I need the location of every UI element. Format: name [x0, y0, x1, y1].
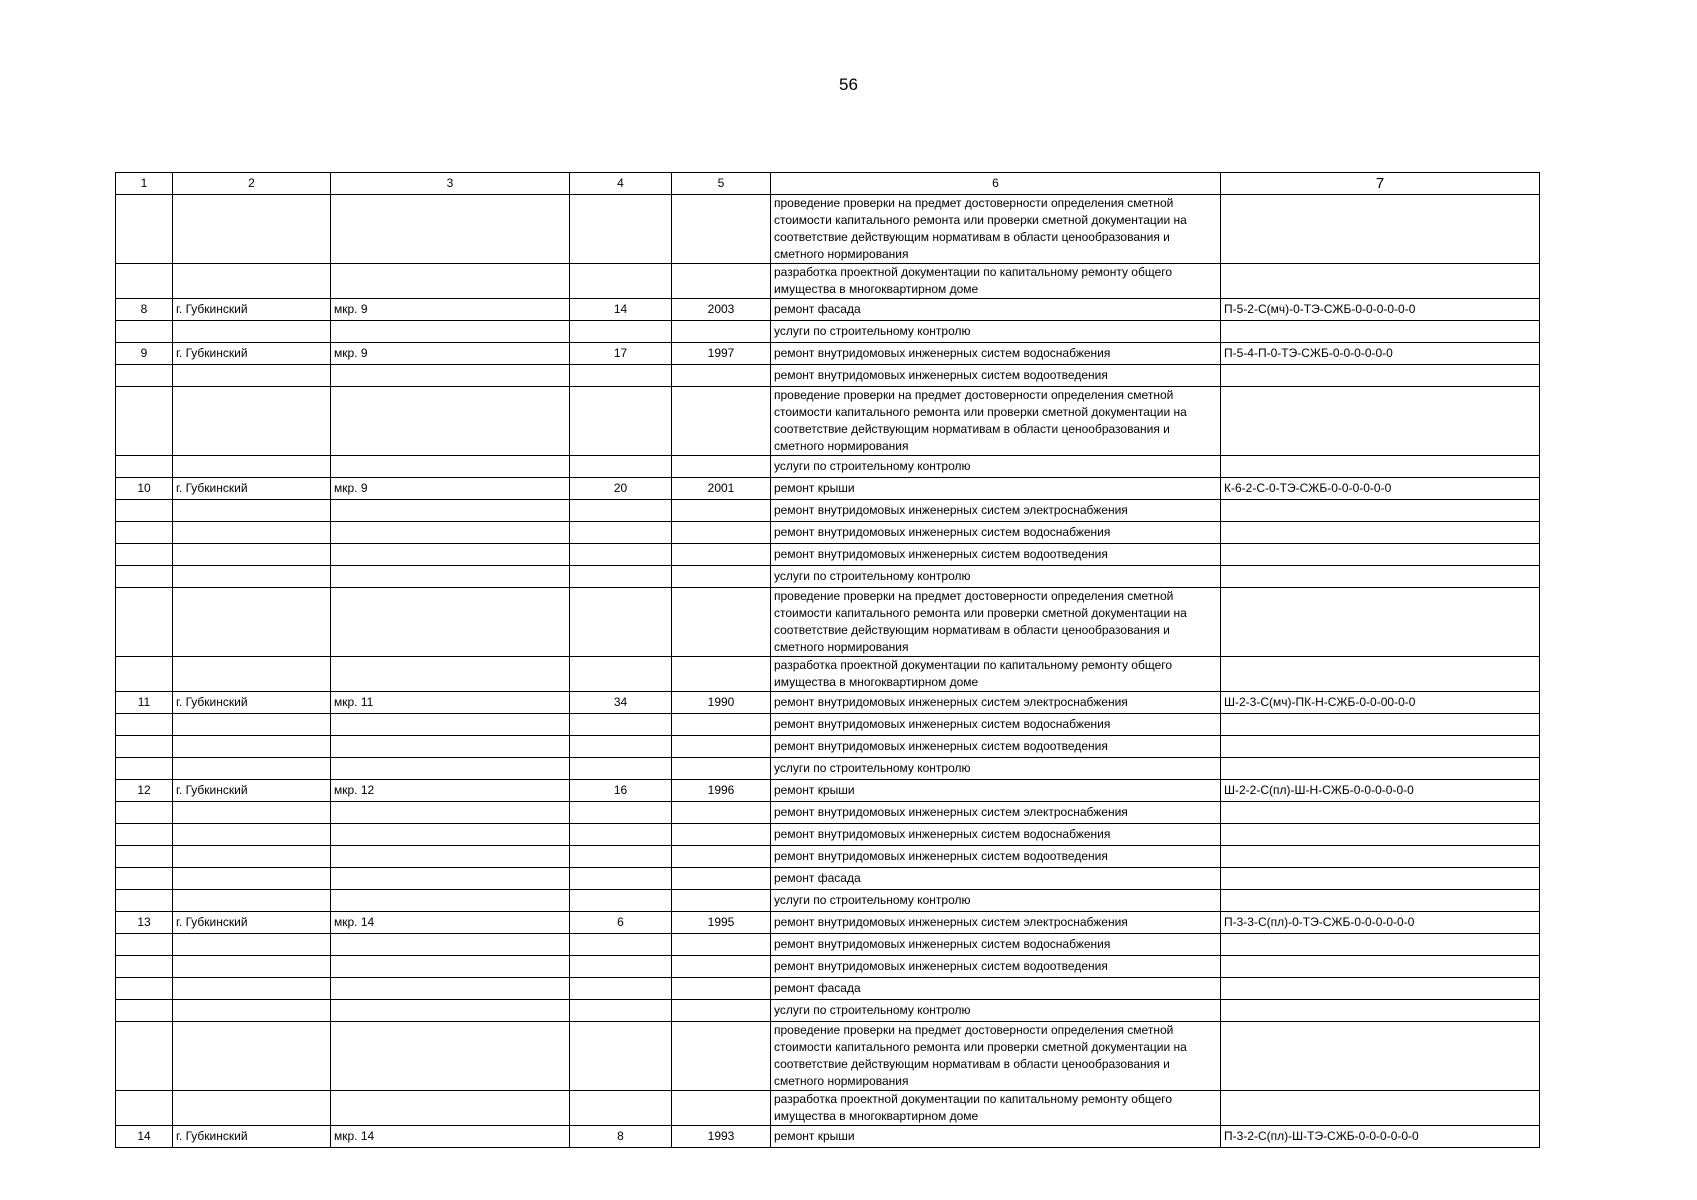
- cell-number: 10: [116, 478, 173, 500]
- cell-year: [672, 890, 771, 912]
- table-row: [116, 956, 1540, 978]
- cell-district: [331, 1000, 570, 1022]
- cell-work-type: ремонт внутридомовых инженерных систем водоснабжения: [771, 824, 1221, 846]
- cell-city: [173, 566, 331, 588]
- cell-number: [116, 321, 173, 343]
- cell-district: [331, 566, 570, 588]
- cell-code: П-3-3-С(пл)-0-ТЭ-СЖБ-0-0-0-0-0-0: [1221, 912, 1540, 934]
- cell-city: [173, 657, 331, 692]
- cell-year: [672, 264, 771, 299]
- cell-number: [116, 195, 173, 264]
- cell-number: [116, 522, 173, 544]
- cell-number: [116, 934, 173, 956]
- cell-code: [1221, 1022, 1540, 1091]
- cell-code: [1221, 868, 1540, 890]
- cell-work-type: ремонт фасада: [771, 868, 1221, 890]
- cell-house: [570, 824, 672, 846]
- cell-code: [1221, 736, 1540, 758]
- cell-number: 12: [116, 780, 173, 802]
- cell-work-type: ремонт внутридомовых инженерных систем водоотведения: [771, 365, 1221, 387]
- table-row: [116, 1000, 1540, 1022]
- cell-city: [173, 321, 331, 343]
- cell-district: [331, 588, 570, 657]
- table-row: [116, 478, 1540, 500]
- cell-district: мкр. 14: [331, 1126, 570, 1148]
- cell-city: [173, 824, 331, 846]
- cell-district: [331, 365, 570, 387]
- cell-year: [672, 736, 771, 758]
- cell-year: 2003: [672, 299, 771, 321]
- table-row: [116, 758, 1540, 780]
- table-row: [116, 912, 1540, 934]
- table-row: [116, 299, 1540, 321]
- cell-number: [116, 387, 173, 456]
- cell-house: [570, 1022, 672, 1091]
- cell-city: [173, 978, 331, 1000]
- cell-house: [570, 890, 672, 912]
- cell-code: [1221, 588, 1540, 657]
- cell-city: г. Губкинский: [173, 299, 331, 321]
- cell-city: [173, 195, 331, 264]
- cell-code: П-5-4-П-0-ТЭ-СЖБ-0-0-0-0-0-0: [1221, 343, 1540, 365]
- cell-work-type: ремонт внутридомовых инженерных систем водоснабжения: [771, 934, 1221, 956]
- table-row: [116, 387, 1540, 456]
- header-col-3: 3: [331, 173, 570, 195]
- table-row: [116, 714, 1540, 736]
- cell-district: [331, 1022, 570, 1091]
- cell-city: г. Губкинский: [173, 912, 331, 934]
- table-row: [116, 890, 1540, 912]
- cell-house: 34: [570, 692, 672, 714]
- cell-house: [570, 544, 672, 566]
- cell-work-type: ремонт внутридомовых инженерных систем водоотведения: [771, 544, 1221, 566]
- cell-house: 14: [570, 299, 672, 321]
- cell-district: [331, 500, 570, 522]
- cell-house: 17: [570, 343, 672, 365]
- cell-city: [173, 868, 331, 890]
- cell-work-type: проведение проверки на предмет достоверности определения сметной стоимости капитального ремонта или проверки сметной документации на соответствие действующим нормативам в области ценообразования и сметного нормирования: [771, 195, 1221, 264]
- table-row: [116, 692, 1540, 714]
- cell-number: [116, 736, 173, 758]
- cell-house: [570, 657, 672, 692]
- table-row: [116, 500, 1540, 522]
- cell-code: [1221, 321, 1540, 343]
- cell-code: К-6-2-С-0-ТЭ-СЖБ-0-0-0-0-0-0: [1221, 478, 1540, 500]
- cell-number: [116, 500, 173, 522]
- cell-code: [1221, 1000, 1540, 1022]
- cell-number: [116, 1000, 173, 1022]
- table-row: [116, 868, 1540, 890]
- cell-code: [1221, 387, 1540, 456]
- cell-work-type: услуги по строительному контролю: [771, 890, 1221, 912]
- table-row: [116, 802, 1540, 824]
- table-row: [116, 1126, 1540, 1148]
- cell-year: [672, 934, 771, 956]
- cell-district: [331, 846, 570, 868]
- table-row: [116, 264, 1540, 299]
- cell-district: [331, 456, 570, 478]
- cell-work-type: ремонт крыши: [771, 780, 1221, 802]
- cell-city: [173, 588, 331, 657]
- cell-city: [173, 802, 331, 824]
- cell-code: [1221, 544, 1540, 566]
- table-row: [116, 588, 1540, 657]
- cell-number: [116, 1091, 173, 1126]
- cell-year: 1993: [672, 1126, 771, 1148]
- cell-number: [116, 566, 173, 588]
- cell-district: [331, 522, 570, 544]
- cell-work-type: услуги по строительному контролю: [771, 758, 1221, 780]
- cell-district: [331, 934, 570, 956]
- cell-district: мкр. 9: [331, 478, 570, 500]
- cell-year: [672, 758, 771, 780]
- cell-year: 1996: [672, 780, 771, 802]
- header-col-1: 1: [116, 173, 173, 195]
- cell-year: 1995: [672, 912, 771, 934]
- cell-number: [116, 657, 173, 692]
- cell-district: [331, 321, 570, 343]
- cell-code: [1221, 978, 1540, 1000]
- cell-year: [672, 544, 771, 566]
- cell-year: [672, 1000, 771, 1022]
- cell-house: [570, 522, 672, 544]
- cell-district: мкр. 11: [331, 692, 570, 714]
- cell-district: [331, 736, 570, 758]
- cell-district: [331, 387, 570, 456]
- cell-year: [672, 956, 771, 978]
- cell-code: Ш-2-2-С(пл)-Ш-Н-СЖБ-0-0-0-0-0-0: [1221, 780, 1540, 802]
- cell-code: [1221, 456, 1540, 478]
- cell-number: [116, 588, 173, 657]
- cell-work-type: ремонт фасада: [771, 299, 1221, 321]
- page-number: 56: [839, 75, 858, 94]
- cell-code: [1221, 522, 1540, 544]
- cell-city: [173, 736, 331, 758]
- cell-house: [570, 956, 672, 978]
- header-col-4: 4: [570, 173, 672, 195]
- cell-code: [1221, 802, 1540, 824]
- cell-district: [331, 978, 570, 1000]
- table-row: [116, 1091, 1540, 1126]
- cell-house: 20: [570, 478, 672, 500]
- cell-district: мкр. 12: [331, 780, 570, 802]
- cell-work-type: ремонт фасада: [771, 978, 1221, 1000]
- cell-house: [570, 456, 672, 478]
- cell-year: [672, 714, 771, 736]
- cell-year: [672, 522, 771, 544]
- cell-house: [570, 195, 672, 264]
- capital-repair-table: [115, 172, 1540, 1148]
- cell-work-type: ремонт крыши: [771, 478, 1221, 500]
- cell-city: [173, 758, 331, 780]
- cell-district: мкр. 9: [331, 299, 570, 321]
- cell-code: [1221, 195, 1540, 264]
- cell-house: [570, 1000, 672, 1022]
- cell-city: [173, 1022, 331, 1091]
- cell-city: [173, 365, 331, 387]
- cell-number: [116, 1022, 173, 1091]
- cell-city: г. Губкинский: [173, 343, 331, 365]
- cell-work-type: ремонт внутридомовых инженерных систем водоснабжения: [771, 714, 1221, 736]
- cell-work-type: ремонт внутридомовых инженерных систем электроснабжения: [771, 500, 1221, 522]
- cell-work-type: ремонт внутридомовых инженерных систем водоотведения: [771, 736, 1221, 758]
- cell-number: [116, 846, 173, 868]
- cell-number: [116, 868, 173, 890]
- cell-year: [672, 846, 771, 868]
- cell-house: 16: [570, 780, 672, 802]
- cell-number: 9: [116, 343, 173, 365]
- cell-district: [331, 824, 570, 846]
- header-row: [116, 173, 1540, 195]
- cell-district: [331, 802, 570, 824]
- cell-number: [116, 802, 173, 824]
- cell-year: [672, 321, 771, 343]
- table-row: [116, 522, 1540, 544]
- table-row: [116, 321, 1540, 343]
- cell-year: [672, 365, 771, 387]
- cell-number: [116, 456, 173, 478]
- table-row: [116, 824, 1540, 846]
- cell-code: [1221, 657, 1540, 692]
- cell-house: [570, 934, 672, 956]
- cell-year: [672, 1022, 771, 1091]
- cell-work-type: ремонт внутридомовых инженерных систем водоснабжения: [771, 343, 1221, 365]
- cell-house: [570, 387, 672, 456]
- cell-work-type: услуги по строительному контролю: [771, 456, 1221, 478]
- cell-district: мкр. 14: [331, 912, 570, 934]
- cell-city: г. Губкинский: [173, 692, 331, 714]
- cell-house: [570, 264, 672, 299]
- cell-year: [672, 657, 771, 692]
- cell-number: 14: [116, 1126, 173, 1148]
- cell-district: [331, 714, 570, 736]
- cell-code: [1221, 824, 1540, 846]
- table-row: [116, 195, 1540, 264]
- table-row: [116, 544, 1540, 566]
- cell-year: [672, 195, 771, 264]
- cell-number: [116, 890, 173, 912]
- cell-work-type: разработка проектной документации по капитальному ремонту общего имущества в многоквартирном доме: [771, 1091, 1221, 1126]
- cell-code: П-5-2-С(мч)-0-ТЭ-СЖБ-0-0-0-0-0-0: [1221, 299, 1540, 321]
- cell-city: [173, 544, 331, 566]
- cell-district: [331, 956, 570, 978]
- cell-number: [116, 264, 173, 299]
- cell-city: [173, 264, 331, 299]
- cell-number: 13: [116, 912, 173, 934]
- cell-district: [331, 264, 570, 299]
- table-row: [116, 365, 1540, 387]
- cell-house: [570, 978, 672, 1000]
- cell-work-type: проведение проверки на предмет достоверности определения сметной стоимости капитального ремонта или проверки сметной документации на соответствие действующим нормативам в области ценообразования и сметного нормирования: [771, 387, 1221, 456]
- cell-number: 11: [116, 692, 173, 714]
- cell-year: [672, 868, 771, 890]
- cell-number: [116, 544, 173, 566]
- table-row: [116, 736, 1540, 758]
- cell-code: [1221, 365, 1540, 387]
- cell-work-type: услуги по строительному контролю: [771, 566, 1221, 588]
- cell-year: 1997: [672, 343, 771, 365]
- cell-work-type: проведение проверки на предмет достоверности определения сметной стоимости капитального ремонта или проверки сметной документации на соответствие действующим нормативам в области ценообразования и сметного нормирования: [771, 588, 1221, 657]
- cell-year: [672, 456, 771, 478]
- cell-work-type: ремонт внутридомовых инженерных систем электроснабжения: [771, 692, 1221, 714]
- cell-code: [1221, 846, 1540, 868]
- cell-year: 1990: [672, 692, 771, 714]
- cell-house: [570, 500, 672, 522]
- cell-work-type: ремонт внутридомовых инженерных систем электроснабжения: [771, 912, 1221, 934]
- cell-year: [672, 824, 771, 846]
- cell-code: П-3-2-С(пл)-Ш-ТЭ-СЖБ-0-0-0-0-0-0: [1221, 1126, 1540, 1148]
- cell-house: [570, 802, 672, 824]
- cell-work-type: проведение проверки на предмет достоверности определения сметной стоимости капитального ремонта или проверки сметной документации на соответствие действующим нормативам в области ценообразования и сметного нормирования: [771, 1022, 1221, 1091]
- cell-code: [1221, 500, 1540, 522]
- table-row: [116, 657, 1540, 692]
- header-col-7: 7: [1221, 173, 1540, 195]
- cell-house: 6: [570, 912, 672, 934]
- cell-work-type: услуги по строительному контролю: [771, 1000, 1221, 1022]
- cell-house: [570, 736, 672, 758]
- cell-city: [173, 1000, 331, 1022]
- table-row: [116, 934, 1540, 956]
- cell-year: [672, 802, 771, 824]
- cell-year: [672, 500, 771, 522]
- header-col-6: 6: [771, 173, 1221, 195]
- cell-district: мкр. 9: [331, 343, 570, 365]
- cell-number: [116, 978, 173, 1000]
- cell-city: [173, 934, 331, 956]
- cell-house: [570, 365, 672, 387]
- cell-number: [116, 714, 173, 736]
- cell-number: [116, 824, 173, 846]
- header-col-5: 5: [672, 173, 771, 195]
- cell-work-type: ремонт внутридомовых инженерных систем водоотведения: [771, 956, 1221, 978]
- cell-city: [173, 890, 331, 912]
- cell-year: [672, 978, 771, 1000]
- cell-house: [570, 321, 672, 343]
- cell-code: [1221, 956, 1540, 978]
- table-row: [116, 566, 1540, 588]
- cell-code: [1221, 264, 1540, 299]
- cell-district: [331, 657, 570, 692]
- cell-number: [116, 365, 173, 387]
- cell-code: [1221, 890, 1540, 912]
- cell-district: [331, 758, 570, 780]
- cell-district: [331, 1091, 570, 1126]
- cell-code: [1221, 758, 1540, 780]
- cell-district: [331, 195, 570, 264]
- cell-city: [173, 956, 331, 978]
- cell-city: [173, 456, 331, 478]
- cell-work-type: разработка проектной документации по капитальному ремонту общего имущества в многоквартирном доме: [771, 657, 1221, 692]
- cell-year: [672, 1091, 771, 1126]
- cell-house: [570, 758, 672, 780]
- cell-code: [1221, 566, 1540, 588]
- cell-work-type: ремонт внутридомовых инженерных систем водоснабжения: [771, 522, 1221, 544]
- cell-city: [173, 500, 331, 522]
- cell-house: [570, 1091, 672, 1126]
- cell-city: г. Губкинский: [173, 1126, 331, 1148]
- cell-city: [173, 1091, 331, 1126]
- cell-house: [570, 846, 672, 868]
- cell-house: [570, 714, 672, 736]
- cell-city: [173, 714, 331, 736]
- table-row: [116, 846, 1540, 868]
- cell-city: [173, 846, 331, 868]
- header-col-2: 2: [173, 173, 331, 195]
- cell-city: [173, 522, 331, 544]
- cell-work-type: услуги по строительному контролю: [771, 321, 1221, 343]
- cell-number: 8: [116, 299, 173, 321]
- cell-code: [1221, 714, 1540, 736]
- cell-year: [672, 387, 771, 456]
- cell-house: [570, 868, 672, 890]
- cell-city: г. Губкинский: [173, 780, 331, 802]
- cell-work-type: ремонт крыши: [771, 1126, 1221, 1148]
- cell-district: [331, 544, 570, 566]
- cell-work-type: разработка проектной документации по капитальному ремонту общего имущества в многоквартирном доме: [771, 264, 1221, 299]
- cell-number: [116, 956, 173, 978]
- cell-code: [1221, 1091, 1540, 1126]
- cell-city: г. Губкинский: [173, 478, 331, 500]
- table-row: [116, 1022, 1540, 1091]
- cell-code: Ш-2-3-С(мч)-ПК-Н-СЖБ-0-0-00-0-0: [1221, 692, 1540, 714]
- cell-year: [672, 588, 771, 657]
- cell-code: [1221, 934, 1540, 956]
- table-row: [116, 780, 1540, 802]
- cell-work-type: ремонт внутридомовых инженерных систем электроснабжения: [771, 802, 1221, 824]
- cell-district: [331, 890, 570, 912]
- cell-district: [331, 868, 570, 890]
- cell-year: 2001: [672, 478, 771, 500]
- cell-house: 8: [570, 1126, 672, 1148]
- cell-work-type: ремонт внутридомовых инженерных систем водоотведения: [771, 846, 1221, 868]
- cell-number: [116, 758, 173, 780]
- table-row: [116, 343, 1540, 365]
- cell-year: [672, 566, 771, 588]
- table-row: [116, 978, 1540, 1000]
- cell-house: [570, 588, 672, 657]
- cell-city: [173, 387, 331, 456]
- table-row: [116, 456, 1540, 478]
- cell-house: [570, 566, 672, 588]
